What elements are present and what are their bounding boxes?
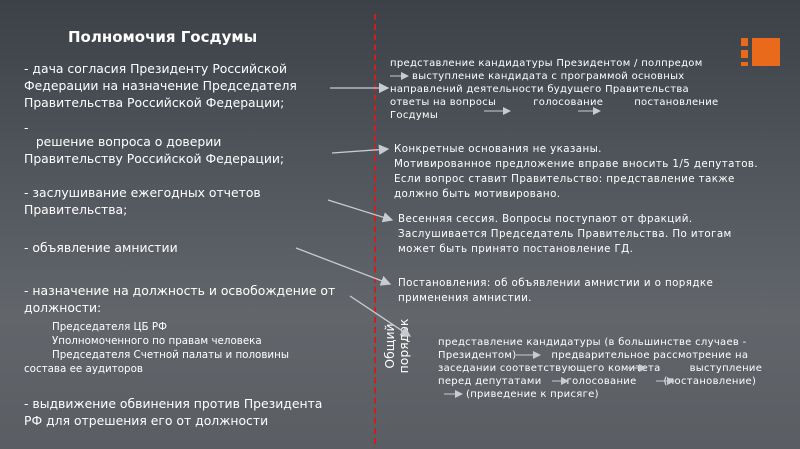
r1-line3: направлений деятельности будущего Правительства — [390, 84, 689, 95]
r2-line1: Конкретные основания не указаны. — [394, 143, 602, 155]
left-item-appointment-line1: - назначение на должность и освобождение от — [24, 283, 336, 298]
r2-line2: Мотивированное предложение вправе вносить 1/5 депутатов. — [394, 158, 759, 170]
left-item-confidence-bullet: - — [24, 120, 29, 135]
vertical-label-line1: Общий — [382, 323, 397, 369]
r4-line1: Постановления: об объявлении амнистии и о порядке — [398, 277, 714, 289]
left-item-consent-line1: - дача согласия Президенту Российской — [24, 61, 288, 76]
arrow-amnesty — [296, 248, 390, 284]
sublist-item-audit-chamber: Председателя Счетной палаты и половины — [52, 349, 289, 361]
r4-line2: применения амнистии. — [398, 292, 532, 304]
r5-line4-resolution: (постановление) — [663, 376, 757, 387]
r1-line4-vote: голосование — [533, 97, 604, 108]
slide-title: Полномочия Госдумы — [68, 28, 258, 46]
r3-line3: может быть принято постановление ГД. — [398, 243, 634, 255]
r5-line1: представление кандидатуры (в большинстве случаев - — [438, 337, 747, 348]
left-item-impeachment-line1: - выдвижение обвинения против Президента — [24, 396, 323, 411]
vertical-label-line2: порядок — [396, 318, 411, 374]
arrow-reports — [328, 200, 392, 220]
arrow-appointment — [350, 296, 410, 336]
left-item-consent-line3: Правительства Российской Федерации; — [24, 95, 285, 110]
r5-line3-speech: выступление — [689, 363, 763, 374]
sublist-item-ombudsman: Уполномоченного по правам человека — [52, 335, 262, 347]
r5-line3-committee: заседании соответствующего комитета — [438, 363, 661, 374]
r5-line4-vote: голосование — [566, 376, 637, 387]
left-item-consent-line2: Федерации на назначение Председателя — [24, 78, 297, 93]
r1-line4-resolution: постановление — [634, 97, 719, 108]
r1-line4-questions: ответы на вопросы — [390, 97, 497, 108]
left-item-appointment-line2: должности: — [24, 300, 102, 315]
r3-line2: Заслушивается Председатель Правительства. По итогам — [398, 228, 732, 240]
r2-line3: Если вопрос ставит Правительство: представление также — [394, 173, 735, 185]
arrow-confidence — [332, 149, 388, 153]
sublist-item-cb: Председателя ЦБ РФ — [52, 321, 167, 333]
r1-line1: представление кандидатуры Президентом / полпредом — [390, 58, 703, 69]
left-item-confidence-line2: Правительству Российской Федерации; — [24, 151, 285, 166]
r1-line2: выступление кандидата с программой основных — [412, 71, 685, 82]
r5-line2-review: предварительное рассмотрение на — [551, 350, 749, 361]
left-item-reports-line2: Правительства; — [24, 202, 128, 217]
r2-line4: должно быть мотивировано. — [394, 188, 561, 200]
r1-line5: Госдумы — [390, 110, 439, 121]
left-item-confidence-line1: решение вопроса о доверии — [24, 134, 222, 149]
r5-line5-oath: (приведение к присяге) — [466, 389, 599, 400]
sublist-item-auditors: состава ее аудиторов — [24, 363, 143, 375]
r3-line1: Весенняя сессия. Вопросы поступают от фракций. — [398, 213, 693, 225]
left-item-reports-line1: - заслушивание ежегодных отчетов — [24, 185, 261, 200]
r5-line4-deputies: перед депутатами — [438, 376, 542, 387]
r5-line2-president: Президентом) — [438, 350, 517, 361]
left-item-amnesty: - объявление амнистии — [24, 240, 178, 255]
left-item-impeachment-line2: РФ для отрешения его от должности — [24, 413, 269, 428]
